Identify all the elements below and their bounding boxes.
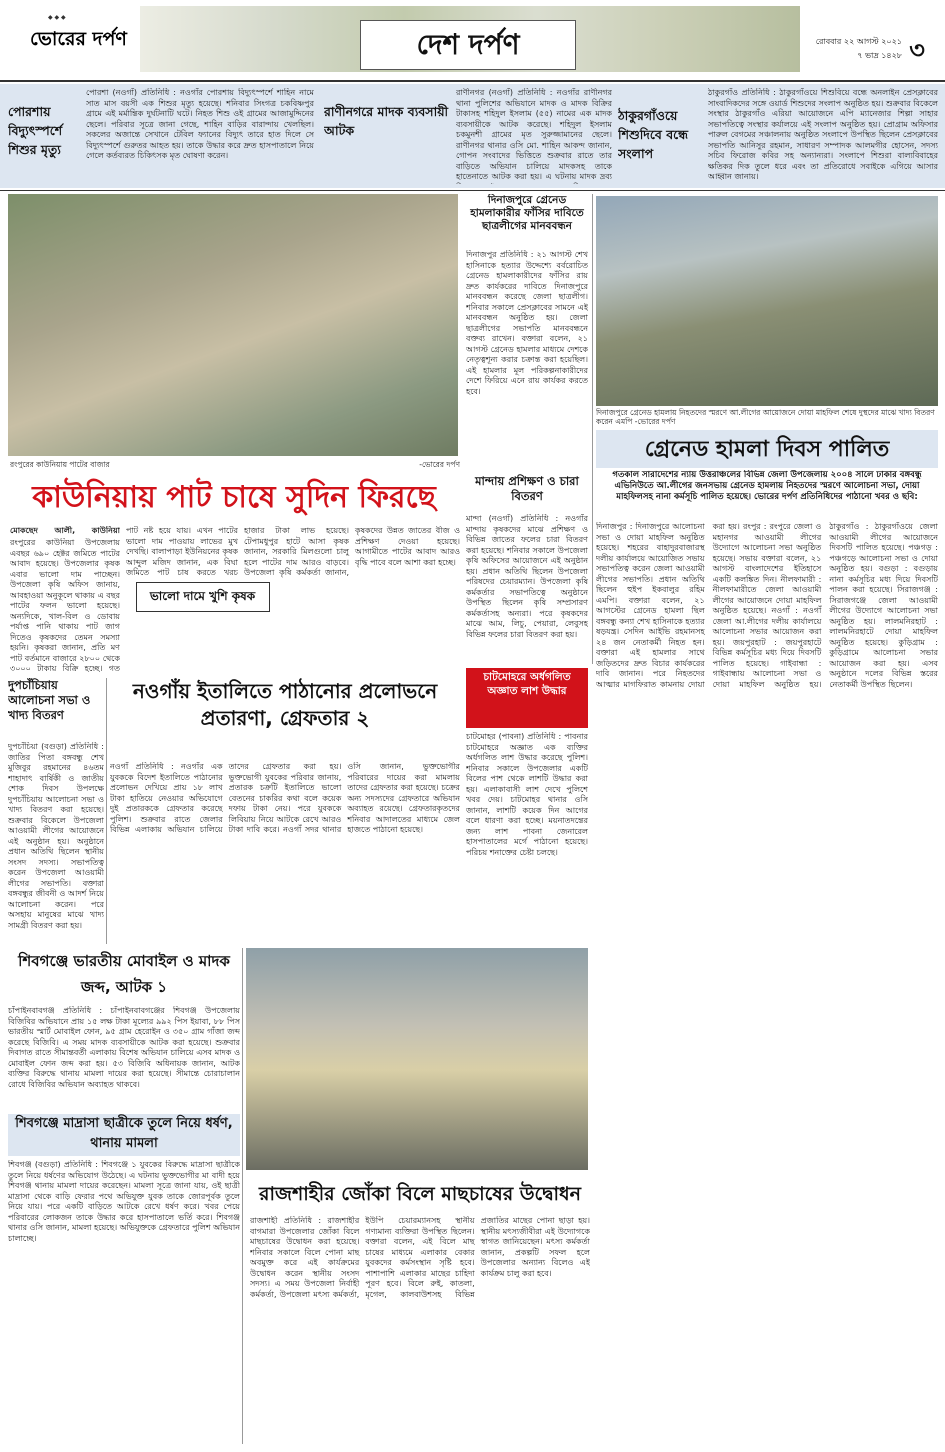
jute-text-2: পাট নষ্ট হয়ে যায়। এখন পাটের ভালো দাম পাওয়ায় লাভের মুখ দেখছি। বালাপাড়া ইউনিয়নের কৃষক আব্দুল মজিদ জানান, এক বিঘা জমিতে পাট চাষ করতে খরচ — [126, 526, 238, 577]
jute-subhead: ভালো দামে খুশি কৃষক — [149, 589, 256, 603]
jute-text-3: হাজার টাকা লাভ হয়েছে। টেপামধুপুর হাটে আসা কৃষক জানান, সরকারি মিলগুলো চালু হলে পাটের দাম আরও বাড়বে। উপজেলা কৃষি কর্মকর্তা জানান, কৃষকদের উন্নত জাতের বীজ ও প্রশিক্ষণ দেওয়া হয়েছে। আগামীতে পাটের আবাদ আরও বৃদ্ধি পাবে বলে আশা করা হচ্ছে। — [244, 526, 460, 577]
jute-text-1: রংপুরের কাউনিয়া উপজেলায় এবছর ৬৯০ হেক্টর জমিতে পাটের আবাদ হয়েছে। উপজেলার কৃষক এবার ভালো দাম পাচ্ছেন। উপজেলা কৃষি অফিস জানায়, আবহাওয়া অনুকূলে থাকায় এ বছর পাটের ফলন ভালো হয়েছে। অন্যদিকে, খাল-বিল ও ডোবায় পর্যাপ্ত পানি থাকায় পাট জাগ দিতেও কৃষকদের তেমন সমস্যা হয়নি। কৃষকরা জানান, প্রতি মণ পাট বর্তমানে বাজারে ২৮০০ থেকে ৩০০০ টাকায় বিক্রি হচ্ছে। গত — [10, 538, 120, 673]
grenade-text-continued — [596, 1216, 938, 1444]
grenade-headline-box — [596, 430, 938, 468]
madrasa-headline-box — [8, 1114, 240, 1156]
jute-byline: মোকছেদ আলী, কাউনিয়া — [10, 526, 120, 535]
dinajpur-headline: দিনাজপুরে গ্রেনেড হামলাকারীর ফাঁসির দাবিতে ছাত্রলীগের মানববন্ধন — [470, 194, 584, 232]
logo-block — [30, 14, 140, 62]
grenade-deck: গতকাল সারাদেশের ন্যায় উত্তরাঞ্চলের বিভিন্ন জেলা উপজেলায় ২০০৪ সালে ঢাকার বঙ্গবন্ধু এভিনিউতে আ.লীগের জনসভায় গ্রেনেড হামলায় নিহতদের স্মরণে আলোচনা সভা, দোয়া মাহফিলসহ নানা কর্মসূচি পালিত হয়েছে। ভোরের দর্পণ প্রতিনিধিদের পাঠানো খবর ও ছবি: — [612, 470, 922, 502]
section-title-box — [360, 20, 576, 70]
section-title: দেশ দর্পণ — [416, 28, 520, 61]
top-strip-headline-2: রাণীনগরে মাদক ব্যবসায়ী আটক — [324, 104, 449, 138]
dinajpur-divider — [592, 194, 593, 664]
top-strip-headline-1: পোরশায় বিদ্যুৎস্পর্শে শিশুর মৃত্যু — [8, 104, 63, 157]
top-strip-text-2: রাণীনগর (নওগাঁ) প্রতিনিধি : নওগাঁর রাণীনগর থানা পুলিশের অভিযানে মাদক ও মাদক বিক্রির টাকাসহ শহিদুল ইসলাম (৫৫) নামের এক মাদক ব্যবসায়ীকে আটক করেছে। শহিদুল ইসলাম চকমুনশী গ্রামের মৃত সুরুজ্জামানের ছেলে। রাণীনগর থানার ওসি মো. শাহিন আকন্দ জানান, গোপন সংবাদের ভিত্তিতে শুক্রবার রাতে তার বাড়িতে অভিযান চালিয়ে মাদকসহ তাকে হাতেনাতে আটক করা হয়। এ ঘটনায় মাদক দ্রব্য — [456, 88, 612, 181]
grenade-text: দিনাজপুর : দিনাজপুরে আলোচনা সভা ও দোয়া মাহফিল অনুষ্ঠিত হয়েছে। শহরের বাহাদুরবাজারস্থ দলীয় কার্যালয়ে আয়োজিত সভায় সভাপতিত্ব করেন জেলা আওয়ামী লীগের সভাপতি। প্রধান অতিথি ছিলেন হুইপ ইকবালুর রহিম এমপি। বক্তারা বলেন, ২১ আগস্টের গ্রেনেড হামলা ছিল বঙ্গবন্ধু কন্যা শেখ হাসিনাকে হত্যার ষড়যন্ত্র। সেদিন আইভি রহমানসহ ২৪ জন নেতাকর্মী নিহত হন। বক্তারা এই হামলার সাথে জড়িতদের দ্রুত বিচার কার্যকরের দাবি জানান। পরে নিহতদের আত্মার মাগফিরাত কামনায় দোয়া করা হয়। রংপুর : রংপুরে জেলা ও মহানগর আওয়ামী লীগের উদ্যোগে আলোচনা সভা অনুষ্ঠিত হয়েছে। সভায় বক্তারা বলেন, ২১ আগস্ট বাংলাদেশের ইতিহাসে একটি কলঙ্কিত দিন। নীলফামারী : নীলফামারীতে জেলা আওয়ামী লীগের আয়োজনে দোয়া মাহফিল অনুষ্ঠিত হয়েছে। নওগাঁ : নওগাঁ জেলা আ.লীগের দলীয় কার্যালয়ে আলোচনা সভার আয়োজন করা হয়। জয়পুরহাট : জয়পুরহাটে বিভিন্ন কর্মসূচির মধ্য দিয়ে দিবসটি পালিত হয়েছে। গাইবান্ধা : গাইবান্ধায় আলোচনা সভা ও দোয়া মাহফিল অনুষ্ঠিত হয়। ঠাকুরগাঁও : ঠাকুরগাঁওয়ে জেলা আওয়ামী লীগের আয়োজনে দিবসটি পালিত হয়েছে। পঞ্চগড় : পঞ্চগড়ে আলোচনা সভা ও দোয়া অনুষ্ঠিত হয়। বগুড়া : বগুড়ায় নানা কর্মসূচির মধ্য দিয়ে দিবসটি পালন করা হয়েছে। সিরাজগঞ্জ : সিরাজগঞ্জে জেলা আওয়ামী লীগের উদ্যোগে আলোচনা সভা অনুষ্ঠিত হয়। লালমনিরহাট : লালমনিরহাটে দোয়া মাহফিল অনুষ্ঠিত হয়েছে। কুড়িগ্রাম : কুড়িগ্রামে আলোচনা সভার আয়োজন করা হয়। এসব অনুষ্ঠানে দলের বিভিন্ন স্তরের নেতাকর্মী উপস্থিত ছিলেন। — [596, 522, 938, 689]
rajshahi-text: রাজশাহী প্রতিনিধি : রাজশাহীর বাগমারা উপজেলার জোঁকা বিলে মাছচাষের উদ্বোধন করা হয়েছে। শনিবার সকালে বিলে পোনা মাছ অবমুক্ত করে এই কার্যক্রমের উদ্বোধন করেন স্থানীয় সংসদ সদস্য। এ সময় উপজেলা নির্বাহী কর্মকর্তা, উপজেলা মৎস্য কর্মকর্তা, ইউপি চেয়ারম্যানসহ স্থানীয় গণ্যমান্য ব্যক্তিরা উপস্থিত ছিলেন। বক্তারা বলেন, এই বিলে মাছ চাষের মাধ্যমে এলাকার বেকার যুবকদের কর্মসংস্থান সৃষ্টি হবে। পাশাপাশি এলাকার মাছের চাহিদা পূরণ হবে। বিলে রুই, কাতলা, মৃগেল, কালবাউশসহ বিভিন্ন প্রজাতির মাছের পোনা ছাড়া হয়। স্থানীয় মৎস্যজীবীরা এই উদ্যোগকে স্বাগত জানিয়েছেন। মৎস্য কর্মকর্তা জানান, প্রকল্পটি সফল হলে উপজেলার অন্যান্য বিলেও এই কার্যক্রম চালু করা হবে। — [250, 1216, 590, 1299]
naogaon-headline: নওগাঁয় ইতালিতে পাঠানোর প্রলোভনে প্রতারণা, গ্রেফতার ২ — [132, 679, 438, 730]
chatmohar-headline-box — [466, 668, 588, 728]
naogaon-text: নওগাঁ প্রতিনিধি : নওগাঁর এক যুবককে বিদেশ ইতালিতে পাঠানোর প্রলোভন দেখিয়ে প্রায় ১৮ লাখ টাকা হাতিয়ে নেওয়ার অভিযোগে দুই প্রতারককে গ্রেফতার করেছে পুলিশ। শুক্রবার রাতে জেলার বিভিন্ন এলাকায় অভিযান চালিয়ে তাদের গ্রেফতার করা হয়। ভুক্তভোগী যুবকের পরিবার জানায়, প্রতারক চক্রটি ইতালিতে ভালো বেতনের চাকরির কথা বলে কয়েক দফায় টাকা নেয়। পরে যুবককে লিবিয়ায় নিয়ে আটকে রেখে আরও টাকা দাবি করে। নওগাঁ সদর থানার ওসি জানান, ভুক্তভোগীর পরিবারের দায়ের করা মামলায় তাদের গ্রেফতার করা হয়েছে। চক্রের অন্য সদস্যদের গ্রেফতারে অভিযান অব্যাহত রয়েছে। গ্রেফতারকৃতদের শনিবার আদালতের মাধ্যমে জেল হাজতে পাঠানো হয়েছে। — [110, 762, 460, 834]
madrasa-headline: শিবগঞ্জে মাদ্রাসা ছাত্রীকে তুলে নিয়ে ধর্ষণ, থানায় মামলা — [15, 1116, 233, 1151]
bottom-col-divider — [242, 948, 243, 1444]
jute-photo-credit: -ভোরের দর্পণ — [419, 460, 460, 469]
jute-photo-caption: রংপুরের কাউনিয়ায় পাটের বাজার — [10, 460, 110, 469]
dupchanchia-headline: দুপচাঁচিয়ায় আলোচনা সভা ও খাদ্য বিতরণ — [8, 678, 91, 722]
grenade-event-photo — [596, 196, 938, 406]
left-col-divider — [106, 678, 107, 944]
shibganj-text: চাঁপাইনবাবগঞ্জ প্রতিনিধি : চাঁপাইনবাবগঞ্জের শিবগঞ্জ উপজেলায় বিজিবির অভিযানে প্রায় ১৫ লক্ষ টাকা মূল্যের ৯৯২ পিস ইয়াবা, ৮৮ পিস ভারতীয় স্মার্ট মোবাইল ফোন, ৯৫ গ্রাম হেরোইন ও ৩৫০ গ্রাম গাঁজা জব্দ করেছে বিজিবি। এ সময় মাদক ব্যবসায়ীকে আটক করা হয়েছে। শুক্রবার দিবাগত রাতে সীমান্তবর্তী এলাকায় বিশেষ অভিযান চালিয়ে এসব মাদক ও মোবাইল ফোন জব্দ করা হয়। ৫৩ বিজিবি অধিনায়ক জানান, আটক ব্যক্তির বিরুদ্ধে থানায় মামলা দায়ের করা হয়েছে। সীমান্তে চোরাচালান রোধে বিজিবির অভিযান অব্যাহত থাকবে। — [8, 1006, 240, 1089]
manda-headline: মান্দায় প্রশিক্ষণ ও চারা বিতরণ — [475, 474, 579, 503]
top-strip — [0, 84, 945, 188]
top-strip-text-1: পোরশা (নওগাঁ) প্রতিনিধি : নওগাঁর পোরশায় বিদ্যুৎস্পর্শে শাহিন নামে সাত মাস বয়সী এক শিশুর মৃত্যু হয়েছে। শনিবার সিংগত্র চকবিষ্ণপুর গ্রামে এই মর্মান্তিক দুর্ঘটনাটি ঘটে। নিহত শিশু ওই গ্রামের আজামুদ্দিনের ছেলে। পরিবার সূত্রে জানা গেছে, শাহিন বাড়ির বারান্দায় খেলছিল। সকলের অজান্তে সেখানে টেবিল ফ্যানের বিদ্যুৎ তারে হাত দিলে সে বিদ্যুৎস্পর্শে গুরুতর আহত হয়। তাকে উদ্ধার করে দ্রুত হাসপাতালে নিয়ে গেলে কর্তব্যরত চিকিৎসক মৃত ঘোষণা করেন। — [86, 88, 314, 160]
logo-tagline: ◆ ◆ ◆ — [48, 14, 66, 21]
grenade-photo-caption: দিনাজপুরে গ্রেনেড হামলায় নিহতদের স্মরণে আ.লীগের আয়োজনে দোয়া মাহফিল শেষে দুস্থদের মাঝে খাদ্য বিতরণ করেন এমপি -ভোরের দর্পণ — [596, 408, 935, 426]
rajshahi-headline: রাজশাহীর জোঁকা বিলে মাছচাষের উদ্বোধন — [259, 1183, 581, 1205]
top-strip-text-3: ঠাকুরগাঁও প্রতিনিধি : ঠাকুরগাঁওয়ে শিশুবিয়ে বন্ধে অনলাইন প্রেসক্লাবের সাংবাদিকদের সঙ্গে ওয়ার্ড শিশুদের সংলাপ অনুষ্ঠিত হয়। শুক্রবার বিকেলে সংস্থার ঠাকুরগাঁও এরিয়া আয়োজনে এপি ম্যানেজার শিল্পা সাহার সভাপতিত্বে সংস্থার কর্যালয়ে এই সংলাপ অনুষ্ঠিত হয়। প্রোগ্রাম অফিসার পারুল বেগমের সঞ্চালনায় অনুষ্ঠিত সংলাপে উপস্থিত ছিলেন প্রেসক্লাবের সভাপতি আনিসুর রহমান, সাধারণ সম্পাদক আলমগীর হোসেন, সদস্য সচিব ফিরোজ কবির সহ অন্যান্যরা। সংলাপে শিশুরা বাল্যবিবাহের ক্ষতিকর দিক তুলে ধরে এবং তা প্রতিরোধে সবাইকে এগিয়ে আসার আহ্বান জানায়। — [708, 88, 938, 181]
top-strip-headline-3: ঠাকুরগাঁওয়ে শিশুদিবে বন্ধে সংলাপ — [618, 108, 689, 161]
logo-text: ভোরের দর্পণ — [30, 28, 127, 50]
dupchanchia-text: দুপচাঁচিয়া (বগুড়া) প্রতিনিধি : জাতির পিতা বঙ্গবন্ধু শেখ মুজিবুর রহমানের ৪৬তম শাহাদাৎ বার্ষিকী ও জাতীয় শোক দিবস উপলক্ষে দুপচাঁচিয়ায় আলোচনা সভা ও খাদ্য বিতরণ করা হয়েছে। শুক্রবার বিকেলে উপজেলা আওয়ামী লীগের আয়োজনে এই অনুষ্ঠান হয়। অনুষ্ঠানে প্রধান অতিথি ছিলেন স্থানীয় সংসদ সদস্য। সভাপতিত্ব করেন উপজেলা আওয়ামী লীগের সভাপতি। বক্তারা বঙ্গবন্ধুর জীবনী ও আদর্শ নিয়ে আলোচনা করেন। পরে অসহায় মানুষের মাঝে খাদ্য সামগ্রী বিতরণ করা হয়। — [8, 742, 104, 930]
madrasa-text: শিবগঞ্জ (বগুড়া) প্রতিনিধি : শিবগঞ্জে ১ যুবকের বিরুদ্ধে মাদ্রাসা ছাত্রীকে তুলে নিয়ে ধর্ষণের অভিযোগ উঠেছে। এ ঘটনায় ভুক্তভোগীর মা বাদী হয়ে শিবগঞ্জ থানায় মামলা দায়ের করেছেন। মামলা সূত্রে জানা যায়, ওই ছাত্রী মাদ্রাসা থেকে বাড়ি ফেরার পথে অভিযুক্ত যুবক তাকে জোরপূর্বক তুলে নিয়ে যায়। পরে একটি বাড়িতে আটকে রেখে ধর্ষণ করে। খবর পেয়ে পরিবারের লোকজন তাকে উদ্ধার করে হাসপাতালে ভর্তি করে। শিবগঞ্জ থানার ওসি জানান, মামলা হয়েছে। অভিযুক্তকে গ্রেফতারে পুলিশ অভিযান চালাচ্ছে। — [8, 1160, 240, 1243]
jute-headline: কাউনিয়ায় পাট চাষে সুদিন ফিরছে — [32, 480, 436, 515]
manda-text: মান্দা (নওগাঁ) প্রতিনিধি : নওগাঁর মান্দায় কৃষকদের মাঝে প্রশিক্ষণ ও বিভিন্ন জাতের ফলের চারা বিতরণ করা হয়েছে। শনিবার সকালে উপজেলা কৃষি অফিসের আয়োজনে এই অনুষ্ঠান হয়। প্রধান অতিথি ছিলেন উপজেলা পরিষদের চেয়ারম্যান। উপজেলা কৃষি কর্মকর্তার সভাপতিত্বে অনুষ্ঠানে উপস্থিত ছিলেন কৃষি সম্প্রসারণ কর্মকর্তাসহ অন্যরা। পরে কৃষকদের মাঝে আম, লিচু, পেয়ারা, লেবুসহ বিভিন্ন ফলের চারা বিতরণ করা হয়। — [466, 514, 588, 639]
date-box — [800, 34, 902, 66]
grenade-headline: গ্রেনেড হামলা দিবস পালিত — [644, 436, 890, 462]
page-number: ৩ — [909, 35, 925, 64]
date-line-1: রোববার ২২ আগস্ট ২০২১ — [815, 37, 902, 46]
chatmohar-headline: চাটমোহরে অর্ধগলিত অজ্ঞাত লাশ উদ্ধার — [483, 671, 571, 697]
shibganj-headline: শিবগঞ্জে ভারতীয় মোবাইল ও মাদক জব্দ, আটক ১ — [18, 952, 230, 996]
top-strip-rule — [0, 190, 945, 191]
masthead — [0, 0, 945, 82]
masthead-bottom-rule — [0, 80, 945, 82]
chatmohar-text: চাটমোহর (পাবনা) প্রতিনিধি : পাবনার চাটমোহরে অজ্ঞাত এক ব্যক্তির অর্ধগলিত লাশ উদ্ধার করেছে পুলিশ। শনিবার সকালে উপজেলার একটি বিলের পাশ থেকে লাশটি উদ্ধার করা হয়। এলাকাবাসী লাশ দেখে পুলিশে খবর দেয়। চাটমোহর থানার ওসি জানান, লাশটি কয়েক দিন আগের বলে ধারণা করা হচ্ছে। ময়নাতদন্তের জন্য লাশ পাবনা জেনারেল হাসপাতালের মর্গে পাঠানো হয়েছে। পরিচয় শনাক্তের চেষ্টা চলছে। — [466, 732, 588, 857]
dinajpur-text: দিনাজপুর প্রতিনিধি : ২১ আগস্ট শেখ হাসিনাকে হত্যার উদ্দেশ্যে বর্বরোচিত গ্রেনেড হামলাকারীদের ফাঁসির রায় দ্রুত কার্যকরের দাবিতে দিনাজপুরে মানববন্ধন করেছে জেলা ছাত্রলীগ। শনিবার সকালে প্রেসক্লাবের সামনে এই মানববন্ধন অনুষ্ঠিত হয়। জেলা ছাত্রলীগের সভাপতি মানববন্ধনে বক্তব্য রাখেন। বক্তারা বলেন, ২১ আগস্ট গ্রেনেড হামলার মাধ্যমে দেশকে নেতৃত্বশূন্য করার চক্রান্ত করা হয়েছিল। এই হামলার মূল পরিকল্পনাকারীদের দেশে ফিরিয়ে এনে রায় কার্যকর করতে হবে। — [466, 250, 588, 396]
jute-market-photo — [8, 194, 458, 456]
fish-release-photo — [246, 948, 588, 1170]
date-line-2: ৭ ভাদ্র ১৪২৮ — [857, 51, 902, 60]
